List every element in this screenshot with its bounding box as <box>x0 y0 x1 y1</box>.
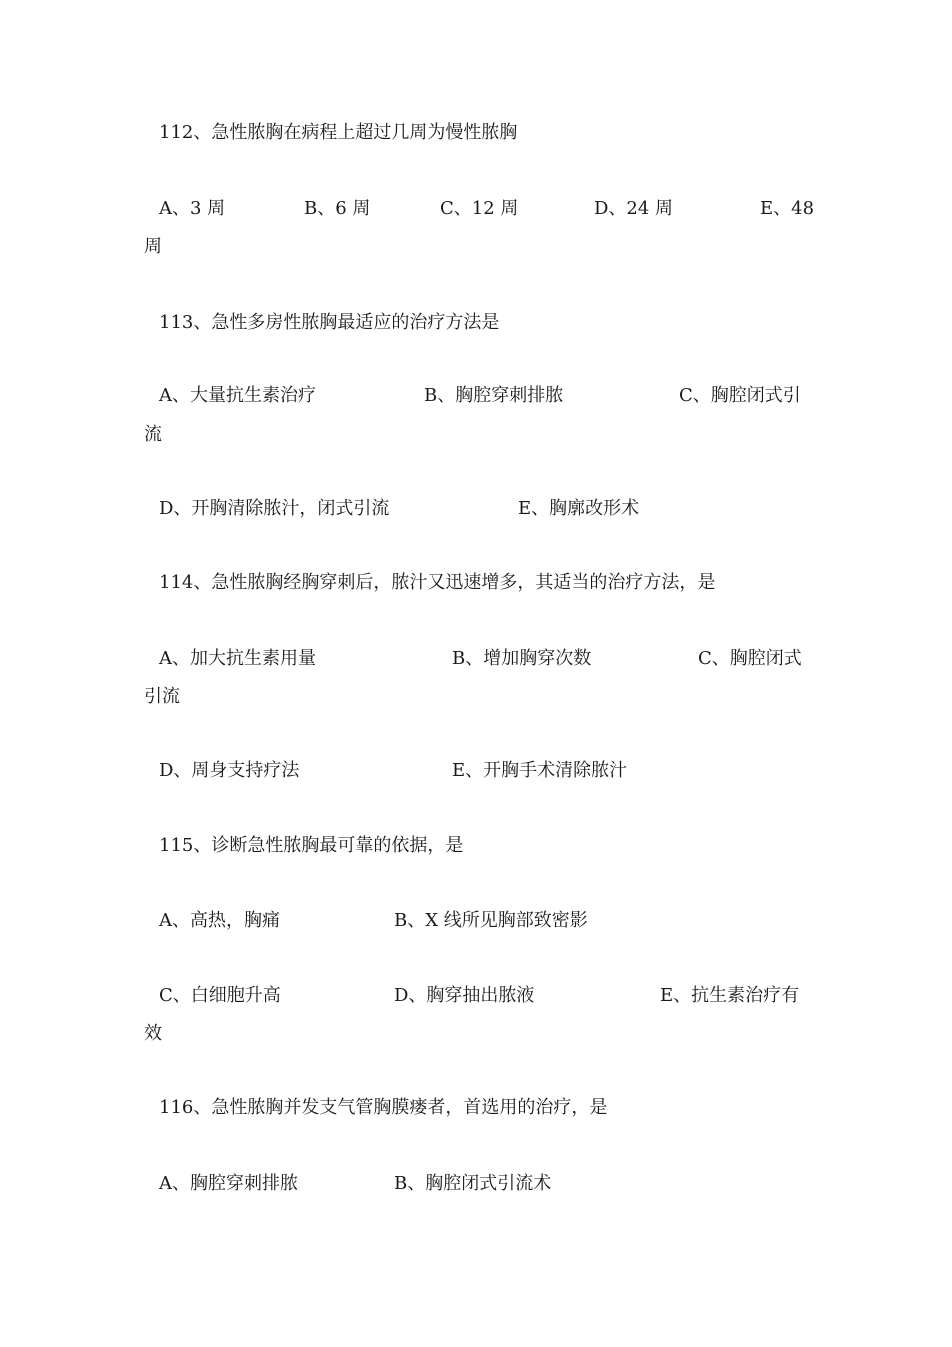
q112-option-d: D、24 周 <box>594 198 674 219</box>
q112-option-e: E、48 <box>760 198 815 219</box>
q114-option-a: A、加大抗生素用量 <box>159 648 316 669</box>
q113-option-c-wrap: 流 <box>144 424 162 445</box>
q112-option-b: B、6 周 <box>304 198 371 219</box>
q115-option-e: E、抗生素治疗有 <box>660 985 800 1006</box>
question-114-stem: 114、急性脓胸经胸穿刺后，脓汁又迅速增多，其适当的治疗方法，是 <box>159 572 716 593</box>
q113-option-e: E、胸廓改形术 <box>518 498 640 519</box>
question-116-stem: 116、急性脓胸并发支气管胸膜瘘者，首选用的治疗，是 <box>159 1097 608 1118</box>
q113-option-b: B、胸腔穿刺排脓 <box>424 385 564 406</box>
q112-option-c: C、12 周 <box>440 198 519 219</box>
q115-option-a: A、高热，胸痛 <box>159 910 280 931</box>
q114-option-c-wrap: 引流 <box>144 686 180 707</box>
q115-option-b: B、X 线所见胸部致密影 <box>394 910 588 931</box>
q115-option-e-wrap: 效 <box>144 1023 162 1044</box>
q114-option-b: B、增加胸穿次数 <box>452 648 592 669</box>
q114-option-d: D、周身支持疗法 <box>159 760 300 781</box>
q112-option-e-wrap: 周 <box>144 236 162 257</box>
q114-option-c: C、胸腔闭式 <box>698 648 802 669</box>
q113-option-d: D、开胸清除脓汁，闭式引流 <box>159 498 390 519</box>
q115-option-d: D、胸穿抽出脓液 <box>394 985 535 1006</box>
q112-option-a: A、3 周 <box>159 198 226 219</box>
q113-option-c: C、胸腔闭式引 <box>679 385 801 406</box>
q113-option-a: A、大量抗生素治疗 <box>159 385 316 406</box>
q114-option-e: E、开胸手术清除脓汁 <box>452 760 628 781</box>
q116-option-b: B、胸腔闭式引流术 <box>394 1173 552 1194</box>
q116-option-a: A、胸腔穿刺排脓 <box>159 1173 298 1194</box>
question-113-stem: 113、急性多房性脓胸最适应的治疗方法是 <box>159 312 500 333</box>
q115-option-c: C、白细胞升高 <box>159 985 281 1006</box>
question-115-stem: 115、诊断急性脓胸最可靠的依据，是 <box>159 835 464 856</box>
question-112-stem: 112、急性脓胸在病程上超过几周为慢性脓胸 <box>159 122 518 143</box>
